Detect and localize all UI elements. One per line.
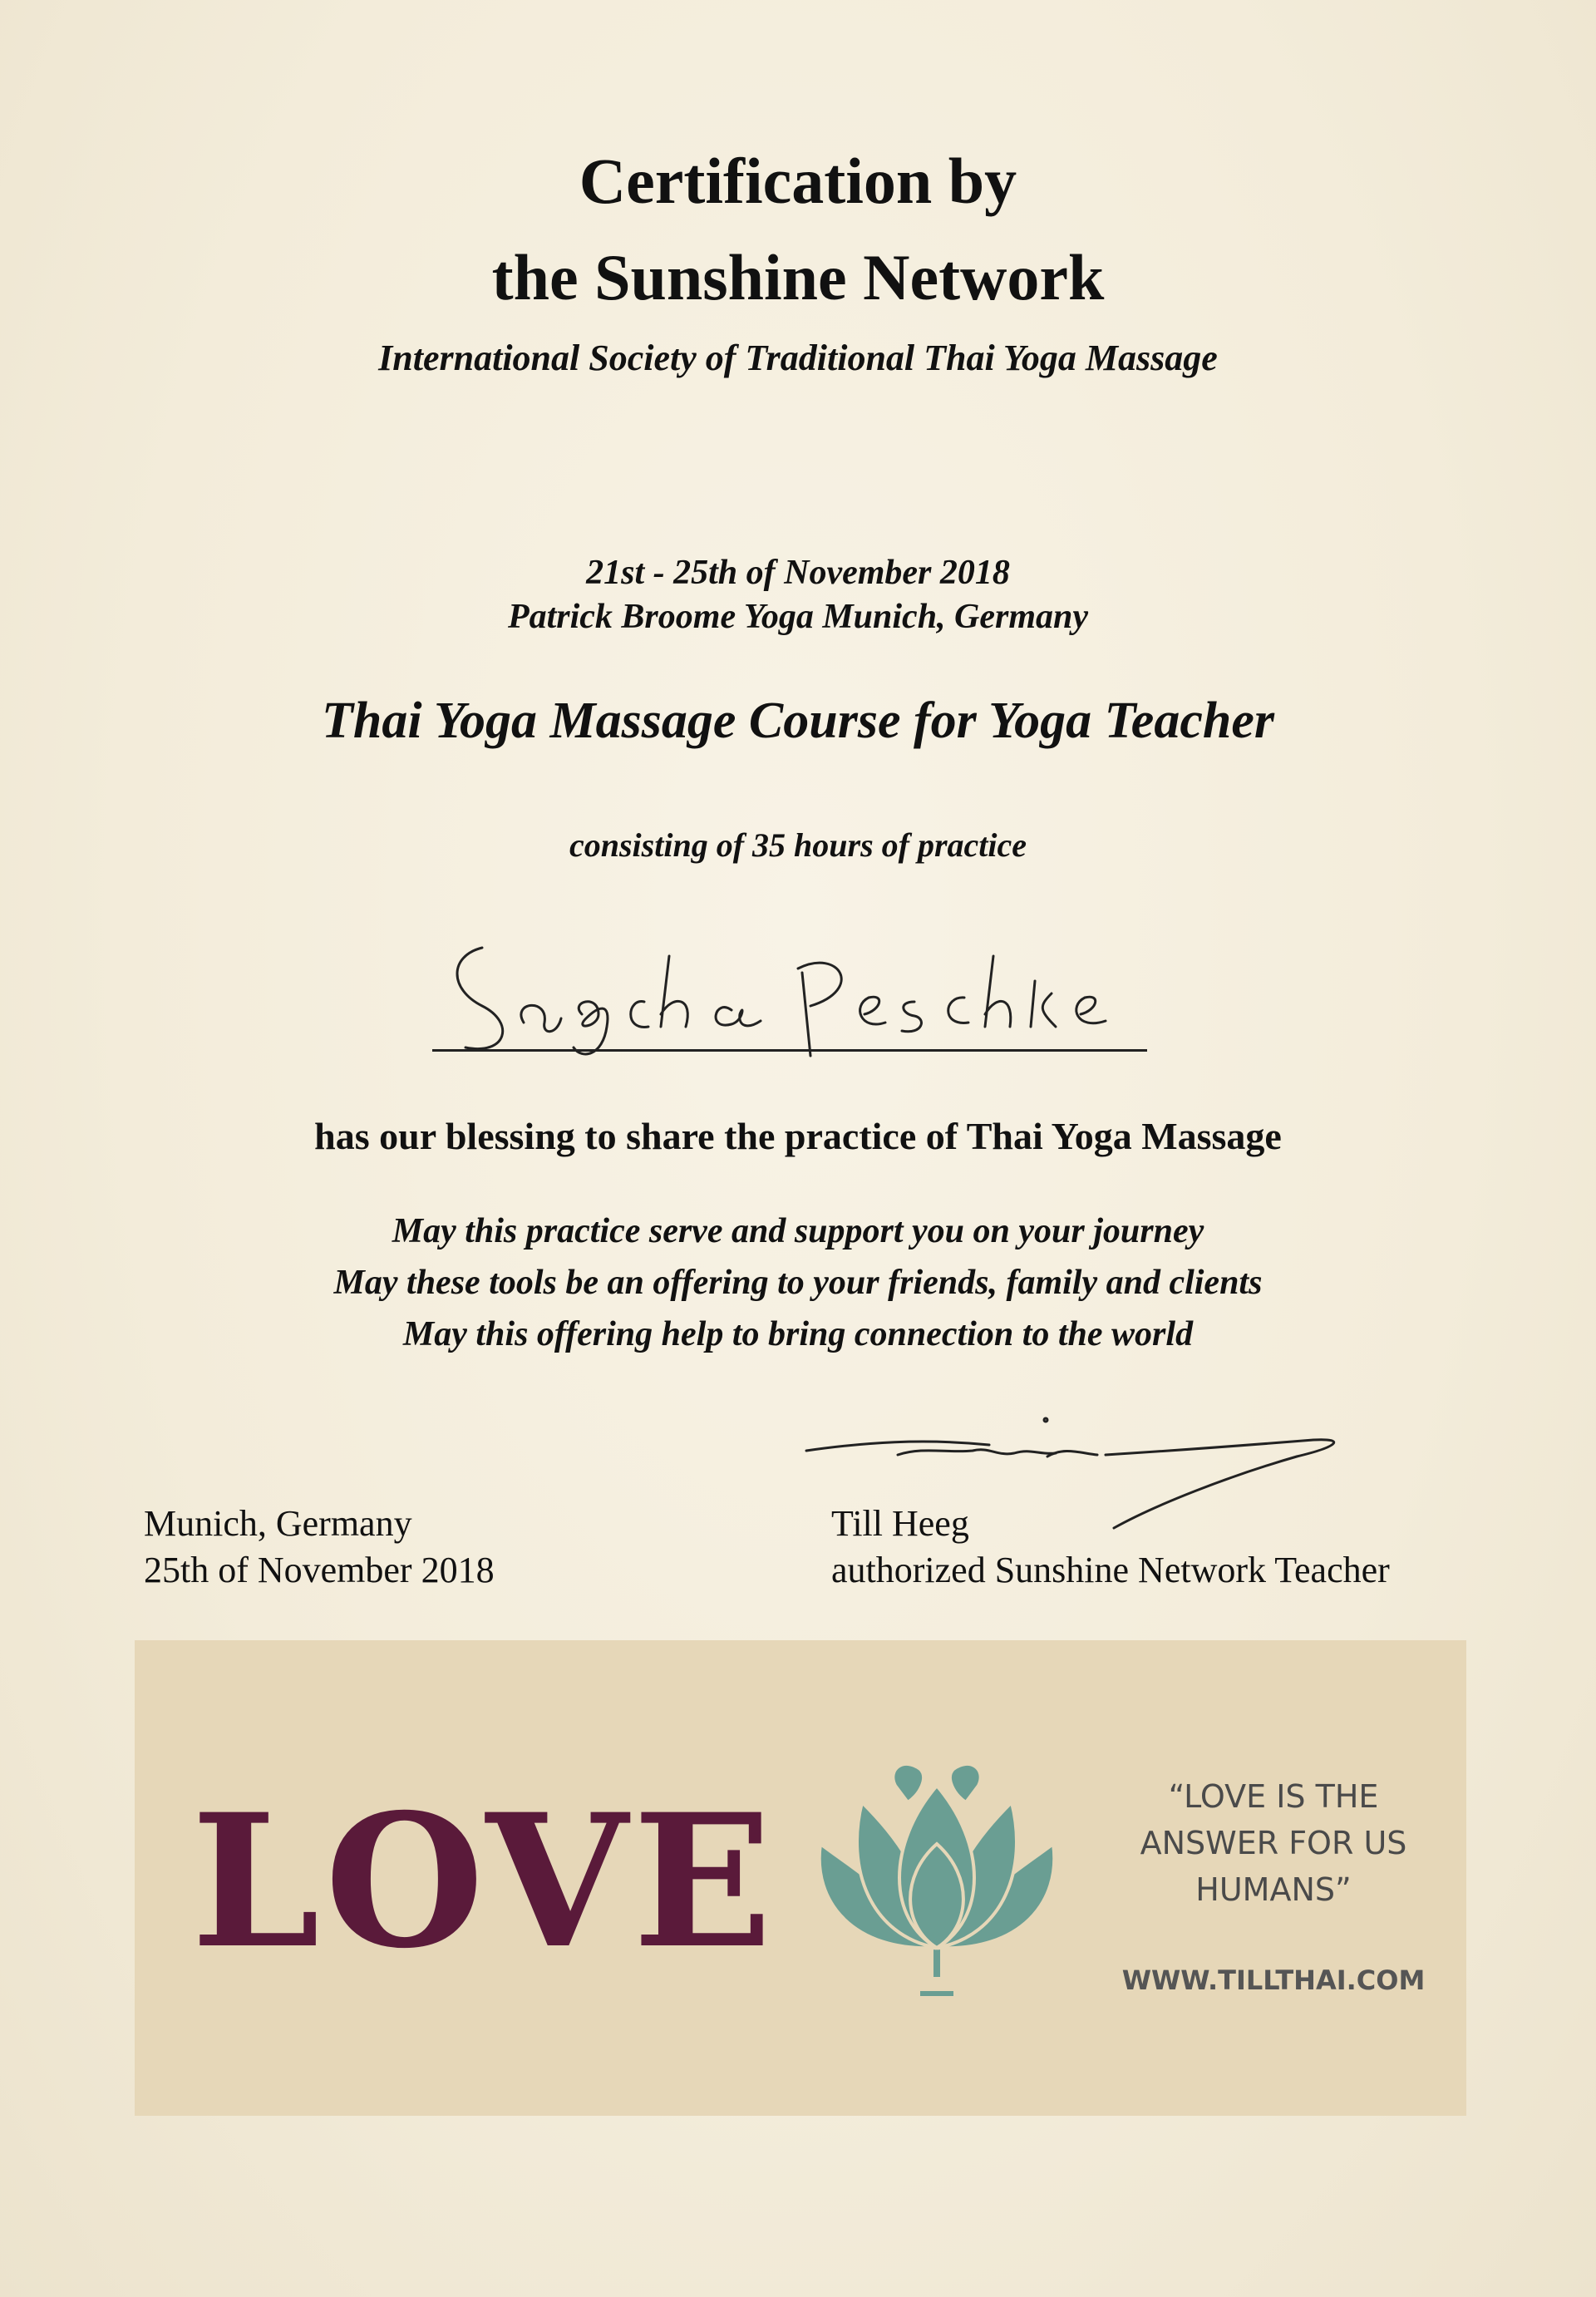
teacher-name: Till Heeg: [831, 1503, 969, 1544]
wish-line: May this offering help to bring connection to the world: [402, 1315, 1194, 1353]
certificate-subtitle: International Society of Traditional Thai Yoga Massage: [378, 338, 1218, 378]
love-word: LOVE: [191, 1773, 777, 1989]
teacher-role: authorized Sunshine Network Teacher: [831, 1550, 1390, 1590]
website-url: WWW.TILLTHAI.COM: [1121, 1964, 1426, 1996]
lotus-icon: [804, 1752, 1070, 2002]
quote-line: HUMANS”: [1195, 1871, 1352, 1908]
blessing-text: has our blessing to share the practice of Thai Yoga Massage: [314, 1115, 1282, 1157]
issue-date: 25th of November 2018: [144, 1550, 495, 1590]
course-dates: 21st - 25th of November 2018: [586, 554, 1010, 592]
course-venue: Patrick Broome Yoga Munich, Germany: [507, 598, 1089, 636]
issue-place-date: [144, 1501, 495, 1594]
teacher-info: [831, 1501, 1390, 1594]
recipient-signature: [432, 923, 1164, 1064]
quote-line: “LOVE IS THE: [1168, 1778, 1379, 1815]
title-line-2: the Sunshine Network: [491, 241, 1105, 313]
title-line-1: Certification by: [579, 145, 1017, 217]
wish-line: May this practice serve and support you on your journey: [392, 1212, 1204, 1250]
wishes-list: [0, 1205, 1596, 1360]
quote-line: ANSWER FOR US: [1140, 1825, 1407, 1861]
course-hours: consisting of 35 hours of practice: [569, 826, 1027, 864]
issue-place: Munich, Germany: [144, 1503, 412, 1544]
wish-line: May these tools be an offering to your friends, family and clients: [333, 1264, 1263, 1302]
love-quote: [1099, 1773, 1448, 1913]
certificate-title: [0, 133, 1596, 326]
signature-line: [432, 1049, 1147, 1052]
course-title: Thai Yoga Massage Course for Yoga Teacher: [322, 693, 1274, 749]
love-banner: [135, 1640, 1466, 2116]
